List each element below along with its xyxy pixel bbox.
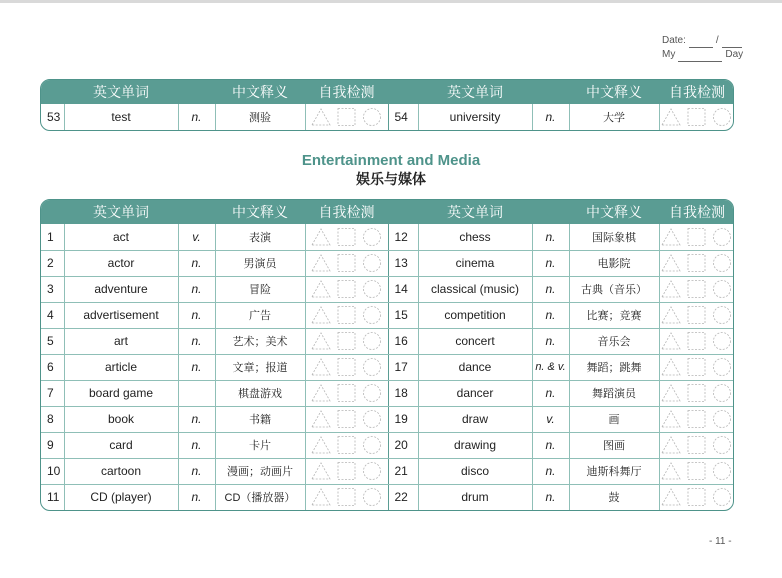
header-meaning: 中文释义: [215, 200, 305, 224]
self-check-icons[interactable]: [660, 487, 734, 507]
self-check-cell[interactable]: [659, 302, 734, 328]
entry-meaning: 舞蹈；跳舞: [569, 354, 659, 380]
self-check-cell[interactable]: [305, 354, 388, 380]
entry-meaning: CD（播放器）: [215, 484, 305, 510]
self-check-cell[interactable]: [659, 484, 734, 510]
entry-word: test: [64, 104, 178, 130]
table-header-row: [41, 80, 734, 104]
entry-number: 8: [41, 406, 64, 432]
entry-word: advertisement: [64, 302, 178, 328]
entry-number: 13: [388, 250, 418, 276]
entry-meaning: 广告: [215, 302, 305, 328]
entry-pos: n.: [532, 250, 569, 276]
table-row: [41, 276, 734, 302]
table-header-row: [41, 200, 734, 224]
entry-number: 15: [388, 302, 418, 328]
entry-number: 17: [388, 354, 418, 380]
entry-word: dance: [418, 354, 532, 380]
entry-meaning: 男演员: [215, 250, 305, 276]
entry-pos: n.: [178, 432, 215, 458]
entry-pos: n.: [532, 458, 569, 484]
entry-meaning: 音乐会: [569, 328, 659, 354]
entry-number: 21: [388, 458, 418, 484]
entry-meaning: 画: [569, 406, 659, 432]
entry-number: 5: [41, 328, 64, 354]
entry-word: act: [64, 224, 178, 250]
entry-word: article: [64, 354, 178, 380]
entry-pos: n.: [178, 302, 215, 328]
entry-word: dancer: [418, 380, 532, 406]
entry-word: classical (music): [418, 276, 532, 302]
entry-meaning: 大学: [569, 104, 659, 130]
self-check-cell[interactable]: [305, 250, 388, 276]
self-check-cell[interactable]: [659, 458, 734, 484]
header-word: 英文单词: [64, 80, 178, 104]
section-title-zh: 娱乐与媒体: [356, 171, 426, 187]
entry-meaning: 迪斯科舞厅: [569, 458, 659, 484]
self-check-icons[interactable]: [660, 253, 734, 273]
section-title: [0, 152, 782, 188]
entry-pos: n.: [532, 432, 569, 458]
self-check-icons[interactable]: [310, 357, 384, 377]
entry-word: competition: [418, 302, 532, 328]
self-check-cell[interactable]: [305, 276, 388, 302]
entry-word: card: [64, 432, 178, 458]
self-check-icons[interactable]: [660, 357, 734, 377]
date-box: [662, 34, 745, 62]
entry-word: drum: [418, 484, 532, 510]
entry-number: 53: [41, 104, 64, 130]
table-row: [41, 250, 734, 276]
entry-number: 16: [388, 328, 418, 354]
self-check-cell[interactable]: [305, 224, 388, 250]
my-day-blank[interactable]: [678, 52, 722, 62]
self-check-cell[interactable]: [305, 432, 388, 458]
table-row: [41, 406, 734, 432]
entry-word: concert: [418, 328, 532, 354]
self-check-icons[interactable]: [660, 435, 734, 455]
table-row: [41, 104, 734, 130]
self-check-icons[interactable]: [310, 461, 384, 481]
self-check-cell[interactable]: [305, 328, 388, 354]
self-check-icons[interactable]: [660, 227, 734, 247]
entry-number: 54: [388, 104, 418, 130]
entry-number: 11: [41, 484, 64, 510]
table-row: [41, 484, 734, 510]
entry-meaning: 图画: [569, 432, 659, 458]
date-separator: /: [715, 35, 719, 46]
table-row: [41, 458, 734, 484]
date-label: Date:: [662, 35, 686, 46]
self-check-cell[interactable]: [659, 250, 734, 276]
header-word: 英文单词: [418, 200, 532, 224]
vocab-table-entertainment: [40, 199, 734, 511]
entry-meaning: 比赛；竞赛: [569, 302, 659, 328]
self-check-cell[interactable]: [659, 380, 734, 406]
entry-word: actor: [64, 250, 178, 276]
entry-pos: n.: [178, 250, 215, 276]
entry-meaning: 电影院: [569, 250, 659, 276]
entry-pos: n.: [532, 276, 569, 302]
table-row: [41, 328, 734, 354]
self-check-icons[interactable]: [660, 331, 734, 351]
entry-meaning: 表演: [215, 224, 305, 250]
self-check-icons[interactable]: [660, 461, 734, 481]
entry-meaning: 艺术；美术: [215, 328, 305, 354]
entry-number: 12: [388, 224, 418, 250]
self-check-icons[interactable]: [310, 279, 384, 299]
entry-meaning: 文章；报道: [215, 354, 305, 380]
self-check-icons[interactable]: [660, 305, 734, 325]
entry-pos: v.: [532, 406, 569, 432]
entry-pos: n. & v.: [532, 354, 569, 380]
table-row: [41, 224, 734, 250]
entry-meaning: 棋盘游戏: [215, 380, 305, 406]
self-check-cell[interactable]: [659, 406, 734, 432]
entry-pos: n.: [178, 354, 215, 380]
self-check-cell[interactable]: [305, 458, 388, 484]
entry-word: art: [64, 328, 178, 354]
entry-pos: n.: [178, 406, 215, 432]
self-check-cell[interactable]: [659, 354, 734, 380]
table-row: [41, 302, 734, 328]
entry-pos: n.: [532, 380, 569, 406]
entry-number: 1: [41, 224, 64, 250]
self-check-cell[interactable]: [659, 328, 734, 354]
self-check-cell[interactable]: [305, 302, 388, 328]
self-check-cell[interactable]: [305, 406, 388, 432]
entry-pos: n.: [532, 224, 569, 250]
page-number: - 11 -: [709, 536, 732, 547]
self-check-icons[interactable]: [660, 107, 734, 127]
entry-meaning: 冒险: [215, 276, 305, 302]
self-check-cell[interactable]: [659, 432, 734, 458]
date-month-blank[interactable]: [689, 38, 713, 48]
entry-pos: n.: [178, 458, 215, 484]
entry-word: adventure: [64, 276, 178, 302]
header-check: 自我检测: [305, 80, 388, 104]
self-check-icons[interactable]: [310, 305, 384, 325]
self-check-icons[interactable]: [660, 279, 734, 299]
entry-word: CD (player): [64, 484, 178, 510]
entry-pos: n.: [178, 484, 215, 510]
vocab-table-previous: [40, 79, 734, 131]
entry-word: draw: [418, 406, 532, 432]
header-meaning: 中文释义: [215, 80, 305, 104]
header-meaning: 中文释义: [569, 200, 659, 224]
top-divider: [0, 0, 782, 3]
entry-pos: n.: [532, 484, 569, 510]
entry-meaning: 书籍: [215, 406, 305, 432]
entry-word: cartoon: [64, 458, 178, 484]
self-check-icons[interactable]: [310, 409, 384, 429]
entry-meaning: 国际象棋: [569, 224, 659, 250]
header-word: 英文单词: [418, 80, 532, 104]
entry-meaning: 鼓: [569, 484, 659, 510]
entry-meaning: 卡片: [215, 432, 305, 458]
entry-meaning: 古典（音乐）: [569, 276, 659, 302]
self-check-icons[interactable]: [310, 435, 384, 455]
self-check-icons[interactable]: [660, 409, 734, 429]
entry-meaning: 测验: [215, 104, 305, 130]
header-check: 自我检测: [305, 200, 388, 224]
entry-number: 18: [388, 380, 418, 406]
day-label: Day: [725, 49, 744, 60]
entry-number: 22: [388, 484, 418, 510]
entry-pos: n.: [532, 302, 569, 328]
entry-number: 2: [41, 250, 64, 276]
entry-number: 4: [41, 302, 64, 328]
entry-pos: n.: [178, 328, 215, 354]
self-check-icons[interactable]: [310, 487, 384, 507]
self-check-icons[interactable]: [310, 253, 384, 273]
self-check-cell[interactable]: [659, 104, 734, 130]
entry-word: drawing: [418, 432, 532, 458]
entry-word: university: [418, 104, 532, 130]
date-day-blank[interactable]: [722, 38, 742, 48]
entry-word: disco: [418, 458, 532, 484]
table-row: [41, 432, 734, 458]
entry-pos: n.: [532, 104, 569, 130]
header-check: 自我检测: [659, 80, 734, 104]
self-check-icons[interactable]: [310, 227, 384, 247]
entry-pos: n.: [532, 328, 569, 354]
table-row: [41, 354, 734, 380]
entry-number: 20: [388, 432, 418, 458]
entry-number: 19: [388, 406, 418, 432]
entry-number: 9: [41, 432, 64, 458]
entry-meaning: 舞蹈演员: [569, 380, 659, 406]
entry-number: 10: [41, 458, 64, 484]
entry-word: chess: [418, 224, 532, 250]
self-check-icons[interactable]: [310, 331, 384, 351]
entry-number: 3: [41, 276, 64, 302]
self-check-cell[interactable]: [659, 276, 734, 302]
header-meaning: 中文释义: [569, 80, 659, 104]
entry-word: book: [64, 406, 178, 432]
header-check: 自我检测: [659, 200, 734, 224]
entry-pos: v.: [178, 224, 215, 250]
self-check-icons[interactable]: [310, 107, 384, 127]
self-check-cell[interactable]: [659, 224, 734, 250]
self-check-icons[interactable]: [660, 383, 734, 403]
entry-meaning: 漫画；动画片: [215, 458, 305, 484]
entry-pos: n.: [178, 104, 215, 130]
header-word: 英文单词: [64, 200, 178, 224]
section-title-en: Entertainment and Media: [301, 152, 481, 169]
entry-number: 6: [41, 354, 64, 380]
table-row: [41, 380, 734, 406]
entry-word: board game: [64, 380, 178, 406]
entry-number: 7: [41, 380, 64, 406]
entry-word: cinema: [418, 250, 532, 276]
my-label: My: [662, 49, 676, 60]
self-check-cell[interactable]: [305, 104, 388, 130]
self-check-cell[interactable]: [305, 484, 388, 510]
entry-pos: [178, 380, 215, 406]
self-check-cell[interactable]: [305, 380, 388, 406]
entry-number: 14: [388, 276, 418, 302]
entry-pos: n.: [178, 276, 215, 302]
self-check-icons[interactable]: [310, 383, 384, 403]
